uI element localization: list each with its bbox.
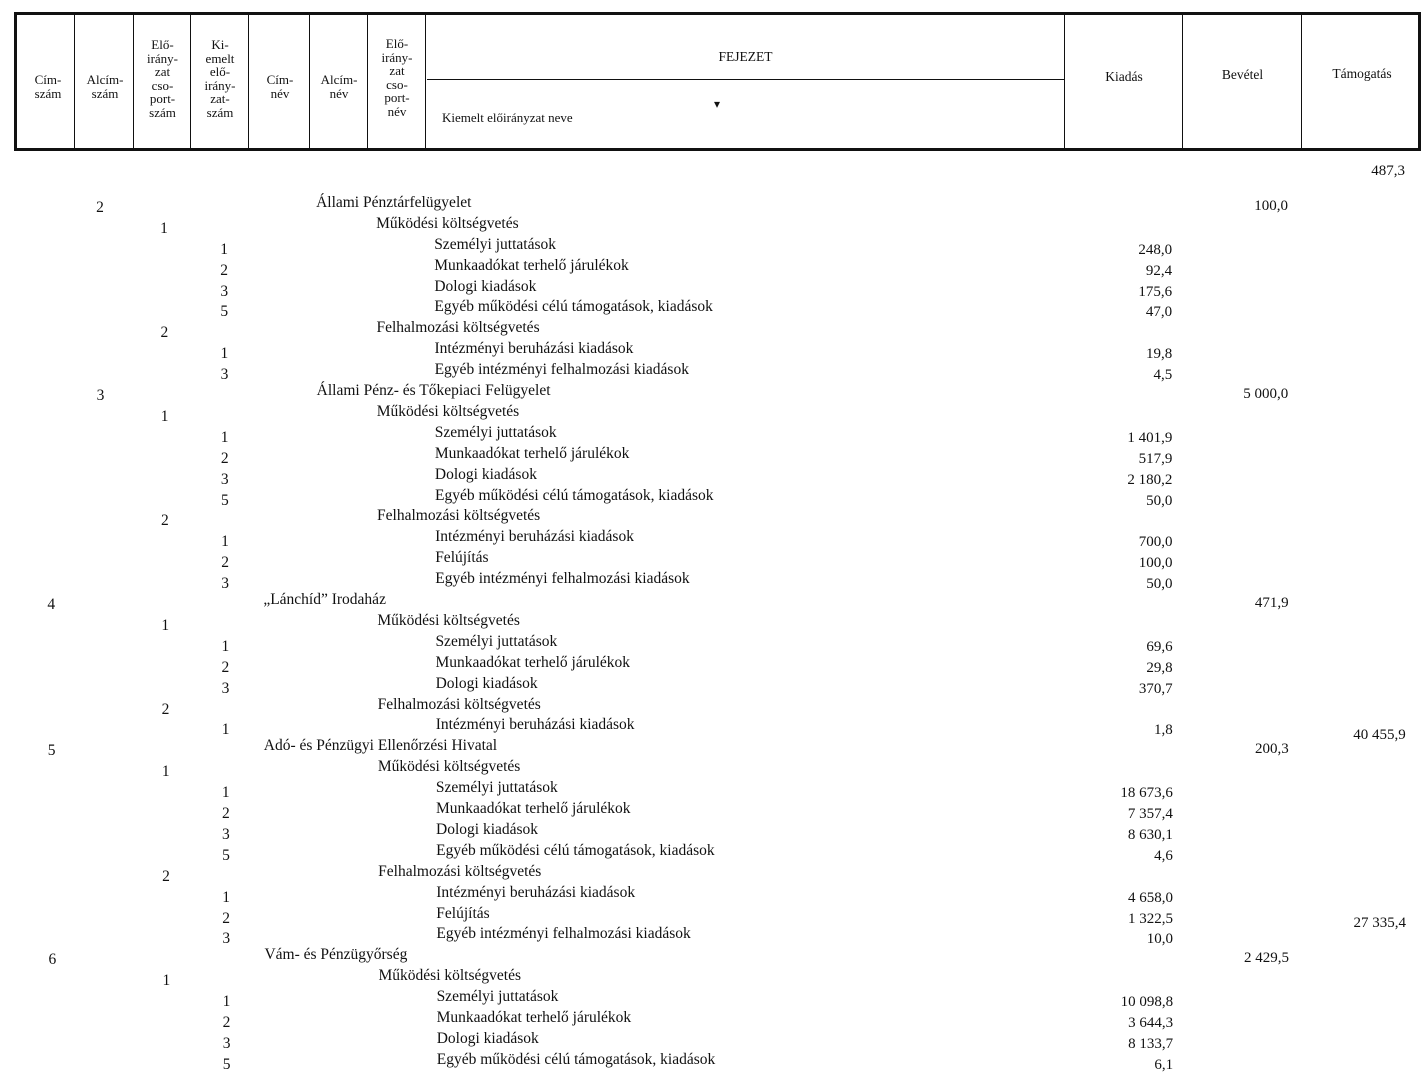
kiemelt-eloiranyzat-name: Felújítás [435, 549, 489, 567]
value-kiadas: 50,0 [1146, 576, 1173, 593]
value-tamogatas: 40 455,9 [1353, 727, 1406, 744]
eloiranyzat-group-name: Működési költségvetés [377, 758, 521, 776]
row-code: 3 [222, 1034, 231, 1052]
value-kiadas: 18 673,6 [1120, 785, 1173, 802]
value-kiadas: 175,6 [1138, 283, 1173, 300]
row-code: 5 [220, 491, 229, 509]
kiemelt-eloiranyzat-name: Munkaadókat terhelő járulékok [434, 256, 629, 274]
row-code: 2 [160, 324, 169, 342]
row-code: 3 [96, 387, 105, 404]
row-code: 2 [222, 1014, 231, 1031]
header-eloiranyzat-csoport-nev: Elő- irány- zat cso- port- név [381, 36, 413, 119]
row-code: 3 [222, 825, 230, 843]
kiemelt-eloiranyzat-name: Munkaadókat terhelő járulékok [435, 800, 631, 817]
row-code: 1 [162, 972, 171, 990]
value-kiadas: 10,0 [1146, 931, 1173, 948]
row-code: 3 [221, 679, 230, 697]
row-code: 2 [221, 658, 230, 676]
eloiranyzat-group-name: Felhalmozási költségvetés [376, 319, 540, 337]
row-code: 1 [220, 240, 228, 258]
value-kiadas: 8 133,7 [1128, 1035, 1174, 1052]
header-cim-szam: Cím- szám [34, 72, 62, 101]
kiemelt-eloiranyzat-name: Intézményi beruházási kiadások [436, 883, 636, 901]
kiemelt-eloiranyzat-name: Intézményi beruházási kiadások [435, 716, 635, 734]
kiemelt-eloiranyzat-name: Személyi juttatások [436, 988, 559, 1006]
row-code: 3 [221, 575, 229, 593]
value-kiadas: 370,7 [1138, 680, 1173, 697]
value-kiadas: 6,1 [1154, 1056, 1174, 1073]
value-kiadas: 248,0 [1138, 241, 1173, 258]
kiemelt-eloiranyzat-name: Munkaadókat terhelő járulékok [435, 653, 631, 671]
row-code: 3 [222, 930, 231, 948]
row-code: 2 [221, 805, 230, 822]
header-bevetel: Bevétel [1221, 67, 1264, 82]
value-tamogatas: 487,3 [1371, 163, 1405, 179]
header-kiadas: Kiadás [1105, 69, 1143, 84]
value-kiadas: 4,5 [1153, 367, 1173, 384]
value-tamogatas: 27 335,4 [1353, 915, 1406, 932]
header-eloiranyzat-csoport-szam: Elő- irány- zat cso- port- szám [146, 37, 179, 120]
header-fejezet: FEJEZET [718, 49, 773, 64]
eloiranyzat-group-name: Működési költségvetés [376, 402, 520, 420]
value-kiadas: 29,8 [1146, 659, 1173, 676]
row-code: 1 [221, 721, 230, 739]
row-code: 1 [160, 407, 169, 425]
table-header [14, 12, 1421, 151]
eloiranyzat-group-name: Működési költségvetés [377, 611, 520, 629]
row-code: 1 [220, 428, 229, 446]
kiemelt-eloiranyzat-name: Dologi kiadások [436, 820, 539, 838]
value-kiadas: 7 357,4 [1127, 806, 1173, 822]
row-code: 2 [162, 867, 170, 885]
cim-name: Állami Pénz- és Tőkepiaci Felügyelet [316, 382, 551, 399]
value-kiadas: 8 630,1 [1127, 826, 1173, 843]
row-code: 5 [47, 742, 56, 760]
kiemelt-eloiranyzat-name: Személyi juttatások [434, 235, 557, 253]
value-kiadas: 1 401,9 [1127, 429, 1173, 446]
kiemelt-eloiranyzat-name: Egyéb intézményi felhalmozási kiadások [434, 361, 689, 379]
value-kiadas: 1 322,5 [1127, 910, 1173, 927]
row-code: 3 [220, 470, 229, 488]
kiemelt-eloiranyzat-name: Személyi juttatások [435, 779, 558, 797]
kiemelt-eloiranyzat-name: Egyéb intézményi felhalmozási kiadások [435, 570, 690, 588]
header-kiemelt-eloiranyzat-neve: Kiemelt előirányzat neve [442, 110, 573, 125]
value-bevetel: 200,3 [1255, 741, 1289, 758]
header-kiemelt-eloiranyzat-szam: Ki- emelt elő- irány- zat- szám [204, 37, 236, 120]
value-kiadas: 4,6 [1154, 847, 1173, 864]
eloiranyzat-group-name: Működési költségvetés [376, 214, 519, 232]
kiemelt-eloiranyzat-name: Egyéb működési célú támogatások, kiadások [434, 298, 713, 316]
value-kiadas: 517,9 [1138, 450, 1173, 467]
eloiranyzat-group-name: Működési költségvetés [378, 967, 521, 985]
kiemelt-eloiranyzat-name: Munkaadókat terhelő járulékok [434, 444, 630, 462]
kiemelt-eloiranyzat-name: Dologi kiadások [434, 465, 537, 483]
value-bevetel: 5 000,0 [1243, 386, 1289, 402]
row-code: 1 [222, 888, 230, 906]
row-code: 1 [161, 616, 170, 634]
value-kiadas: 69,6 [1146, 638, 1173, 655]
kiemelt-eloiranyzat-name: Dologi kiadások [436, 1029, 539, 1047]
cim-name: Vám- és Pénzügyőrség [264, 946, 408, 964]
kiemelt-eloiranyzat-name: Személyi juttatások [434, 423, 557, 441]
row-code: 3 [220, 282, 229, 300]
kiemelt-eloiranyzat-name: Egyéb működési célú támogatások, kiadások [436, 841, 715, 859]
row-code: 5 [222, 1055, 231, 1073]
eloiranyzat-group-name: Felhalmozási költségvetés [377, 507, 541, 525]
value-kiadas: 92,4 [1145, 262, 1173, 279]
row-code: 6 [48, 951, 57, 969]
header-alcim-szam: Alcím- szám [86, 72, 124, 101]
kiemelt-eloiranyzat-name: Intézményi beruházási kiadások [434, 340, 634, 358]
cim-name: Adó- és Pénzügyi Ellenőrzési Hivatal [263, 737, 498, 755]
value-kiadas: 10 098,8 [1120, 994, 1174, 1011]
value-kiadas: 3 644,3 [1128, 1015, 1174, 1031]
fejezet-rule [427, 79, 1064, 80]
eloiranyzat-group-name: Felhalmozási költségvetés [377, 695, 541, 713]
row-code: 2 [221, 554, 229, 572]
cim-name: „Lánchíd” Irodaház [263, 591, 386, 608]
value-kiadas: 100,0 [1138, 555, 1173, 572]
value-bevetel: 2 429,5 [1244, 950, 1290, 967]
kiemelt-eloiranyzat-name: Munkaadókat terhelő járulékok [436, 1009, 632, 1026]
value-kiadas: 4 658,0 [1127, 889, 1173, 906]
row-code: 1 [161, 763, 170, 781]
row-code: 2 [220, 261, 228, 279]
row-code: 2 [222, 909, 231, 927]
kiemelt-eloiranyzat-name: Személyi juttatások [435, 632, 558, 650]
row-code: 5 [220, 303, 229, 321]
header-cim-nev: Cím- név [266, 72, 294, 101]
value-kiadas: 2 180,2 [1127, 471, 1173, 488]
value-kiadas: 700,0 [1138, 534, 1173, 551]
kiemelt-eloiranyzat-name: Intézményi beruházási kiadások [435, 528, 634, 546]
row-code: 2 [161, 512, 169, 530]
value-kiadas: 1,8 [1153, 722, 1173, 739]
row-code: 1 [221, 533, 229, 551]
kiemelt-eloiranyzat-name: Egyéb működési célú támogatások, kiadások [436, 1050, 716, 1068]
value-kiadas: 47,0 [1145, 304, 1173, 321]
row-code: 1 [221, 784, 230, 802]
kiemelt-eloiranyzat-name: Dologi kiadások [434, 277, 537, 295]
row-code: 4 [47, 596, 56, 613]
cim-name: Állami Pénztárfelügyelet [316, 193, 472, 211]
row-code: 1 [221, 637, 230, 655]
row-code: 1 [220, 345, 229, 363]
row-code: 1 [222, 993, 231, 1011]
eloiranyzat-group-name: Felhalmozási költségvetés [378, 862, 542, 880]
row-code: 2 [220, 449, 229, 467]
header-alcim-nev: Alcím- név [320, 72, 358, 101]
kiemelt-eloiranyzat-name: Egyéb intézményi felhalmozási kiadások [436, 925, 691, 943]
kiemelt-eloiranyzat-name: Felújítás [436, 904, 490, 922]
kiemelt-eloiranyzat-name: Egyéb működési célú támogatások, kiadások [434, 486, 714, 504]
row-code: 2 [96, 198, 104, 216]
stray-mark: ▾ [714, 97, 721, 111]
row-code: 2 [161, 700, 170, 718]
row-code: 5 [222, 846, 230, 864]
value-kiadas: 50,0 [1146, 492, 1173, 509]
kiemelt-eloiranyzat-name: Dologi kiadások [435, 674, 538, 692]
value-bevetel: 100,0 [1254, 197, 1289, 214]
value-bevetel: 471,9 [1254, 595, 1289, 611]
row-code: 1 [160, 219, 168, 237]
header-tamogatas: Támogatás [1332, 66, 1392, 81]
row-code: 3 [220, 366, 229, 384]
value-kiadas: 19,8 [1145, 346, 1173, 363]
